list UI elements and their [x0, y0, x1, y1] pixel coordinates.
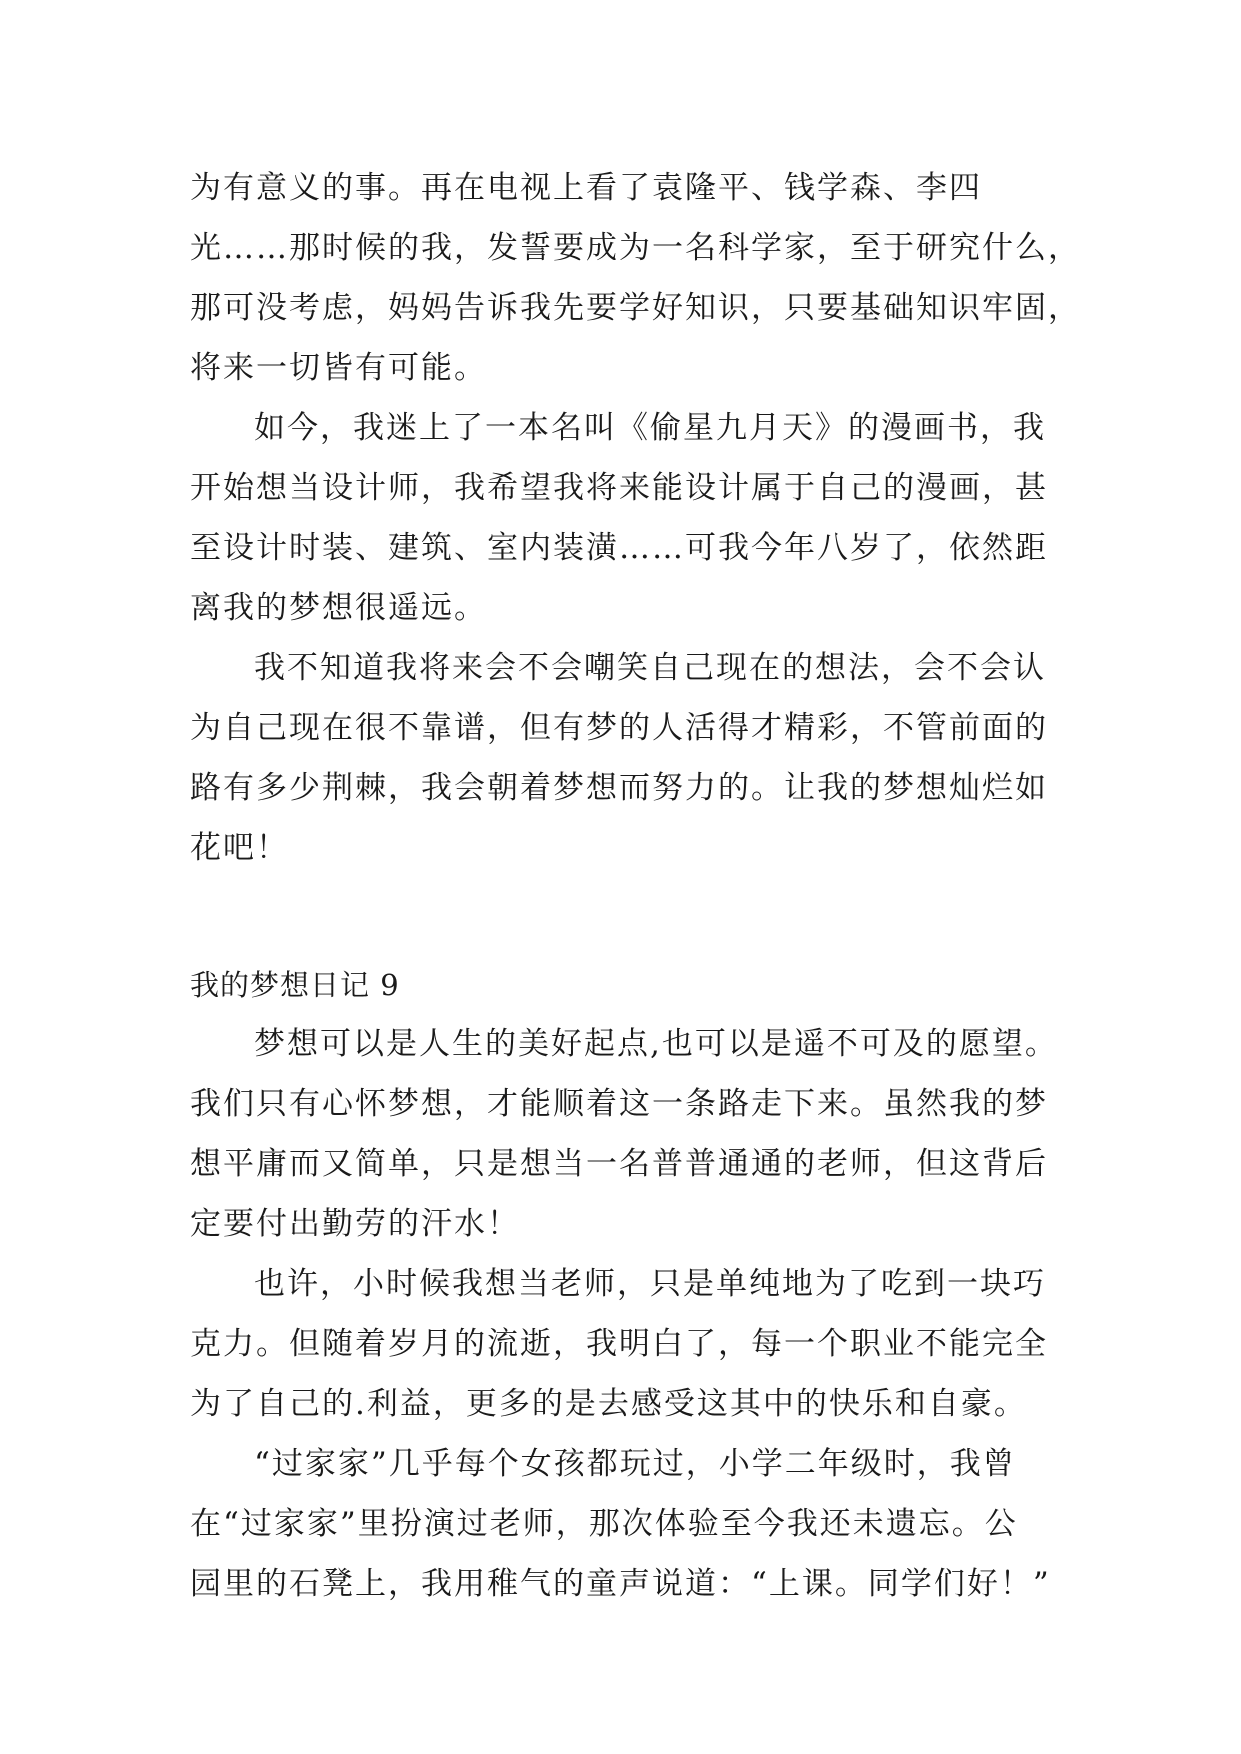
text-line: 路有多少荆棘，我会朝着梦想而努力的。让我的梦想灿烂如 [190, 770, 1048, 806]
paragraph-childhood-teacher [190, 1254, 1060, 1434]
text-line: 为了自己的.利益，更多的是去感受这其中的快乐和自豪。 [190, 1386, 1027, 1422]
text-line: 我不知道我将来会不会嘲笑自己现在的想法，会不会认 [254, 650, 1046, 686]
text-line: 也许，小时候我想当老师，只是单纯地为了吃到一块巧 [254, 1266, 1046, 1302]
text-line: 定要付出勤劳的汗水！ [190, 1206, 520, 1242]
text-line: 为自己现在很不靠谱，但有梦的人活得才精彩，不管前面的 [190, 710, 1048, 746]
text-line: 离我的梦想很遥远。 [190, 590, 487, 626]
text-line: 花吧！ [190, 830, 289, 866]
paragraph-conclusion [190, 638, 1060, 878]
paragraph-designer-dream [190, 398, 1060, 638]
text-line: 那可没考虑，妈妈告诉我先要学好知识，只要基础知识牢固， [190, 290, 1081, 326]
text-line: 如今，我迷上了一本名叫《偷星九月天》的漫画书，我 [254, 410, 1046, 446]
text-line: 开始想当设计师，我希望我将来能设计属于自己的漫画，甚 [190, 470, 1048, 506]
text-line: 梦想可以是人生的美好起点,也可以是遥不可及的愿望。 [254, 1026, 1058, 1062]
text-line: 克力。但随着岁月的流逝，我明白了，每一个职业不能完全 [190, 1326, 1048, 1362]
text-line: 将来一切皆有可能。 [190, 350, 487, 386]
text-line: 园里的石凳上，我用稚气的童声说道：“上课。同学们好！” [190, 1566, 1051, 1602]
text-line: 想平庸而又简单，只是想当一名普普通通的老师，但这背后 [190, 1146, 1048, 1182]
paragraph-dream-intro [190, 1014, 1060, 1254]
section-title: 我的梦想日记 9 [190, 968, 400, 1002]
paragraph-science-dream [190, 158, 1081, 398]
section-spacer [190, 878, 1060, 956]
text-line: 光……那时候的我，发誓要成为一名科学家，至于研究什么， [190, 230, 1081, 266]
text-line: 为有意义的事。再在电视上看了袁隆平、钱学森、李四 [190, 170, 982, 206]
text-line: 在“过家家”里扮演过老师，那次体验至今我还未遗忘。公 [190, 1506, 1018, 1542]
text-line: 至设计时装、建筑、室内装潢……可我今年八岁了，依然距 [190, 530, 1048, 566]
text-line: 我们只有心怀梦想，才能顺着这一条路走下来。虽然我的梦 [190, 1086, 1048, 1122]
text-line: “过家家”几乎每个女孩都玩过，小学二年级时，我曾 [254, 1446, 1016, 1482]
article-body [190, 158, 1081, 1614]
paragraph-playing-house [190, 1434, 1060, 1614]
